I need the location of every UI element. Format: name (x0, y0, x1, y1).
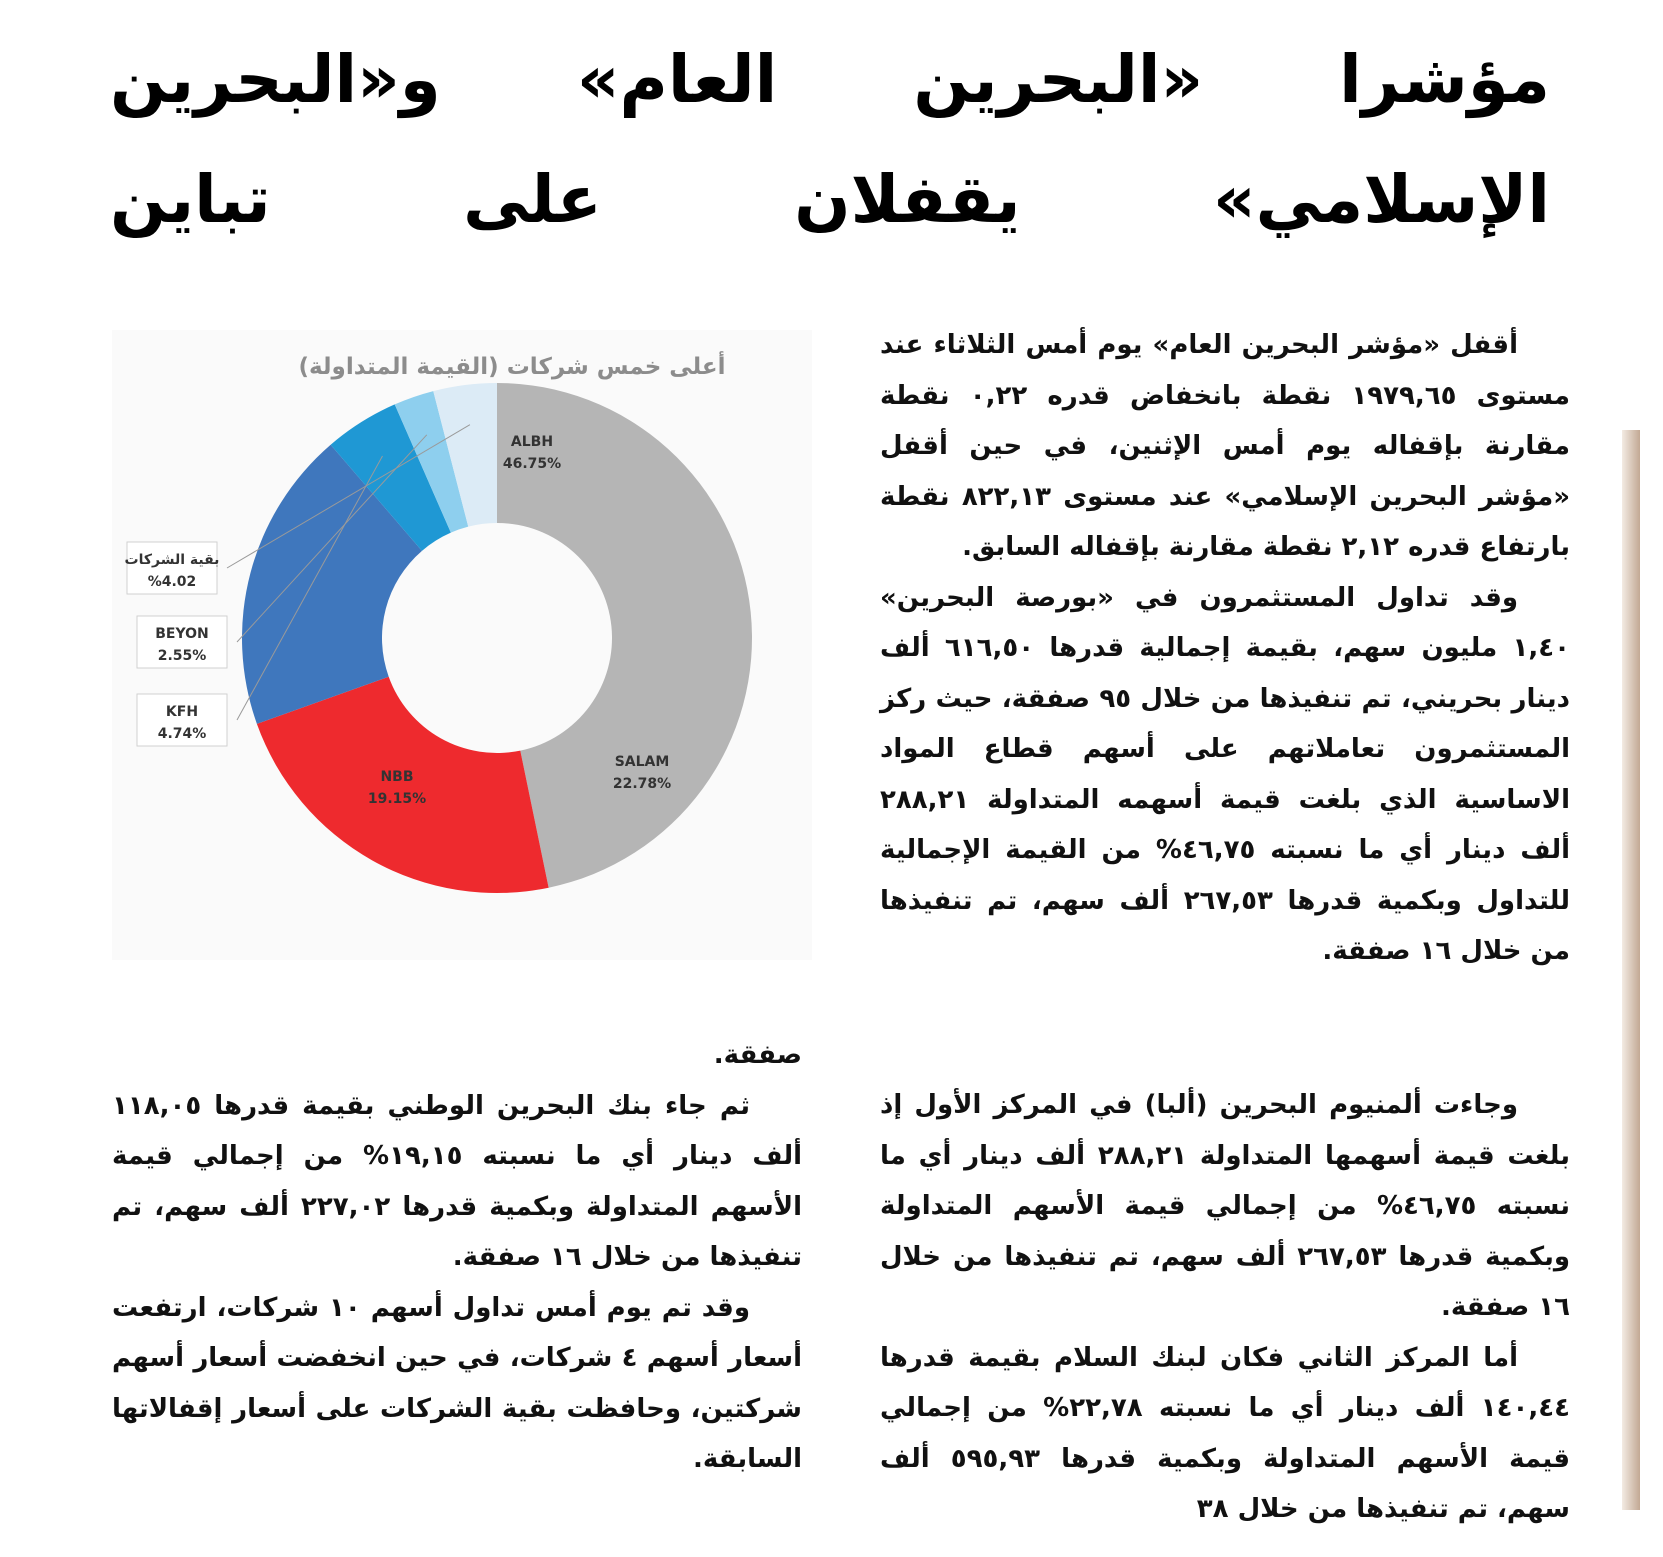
slice-name-BEYON: BEYON (155, 626, 209, 642)
article-column-right-top (880, 320, 1570, 977)
article-column-right-bottom (880, 1080, 1570, 1535)
headline (110, 20, 1550, 260)
slice-percent-بقية الشركات: %4.02 (147, 574, 197, 590)
article-paragraph-5: ثم جاء بنك البحرين الوطني بقيمة قدرها ١١٨,٠٥ ألف دينار أي ما نسبته ١٩,١٥% من إجمالي قيمة الأسهم المتداولة وبكمية قدرها ٢٢٧,٠٢ ألف سهم، تم تنفيذها من خلال ١٦ صفقة. (112, 1090, 802, 1272)
slice-percent-KFH: 4.74% (157, 726, 207, 742)
pie-chart-svg (112, 330, 812, 960)
slices-layer (242, 383, 752, 893)
slice-percent-BEYON: 2.55% (157, 648, 207, 664)
slice-name-NBB: NBB (380, 769, 414, 785)
slice-name-KFH: KFH (165, 704, 199, 720)
slice-percent-SALAM: 22.78% (612, 776, 672, 792)
headline-line-2: الإسلامي» يقفلان على تباين (110, 161, 1550, 238)
chart-title: أعلى خمس شركات (القيمة المتداولة) (298, 354, 726, 380)
slice-percent-NBB: 19.15% (367, 791, 427, 807)
pie-chart (112, 330, 812, 960)
slice-name-ALBH: ALBH (510, 434, 554, 450)
slice-name-بقية الشركات: بقية الشركات (124, 552, 220, 568)
article-paragraph-3: وجاءت ألمنيوم البحرين (ألبا) في المركز الأول إذ بلغت قيمة أسهمها المتداولة ٢٨٨,٢١ ألف دينار أي ما نسبته ٤٦,٧٥% من إجمالي قيمة الأسهم المتداولة وبكمية قدرها ٢٦٧,٥٣ ألف سهم، تم تنفيذها من خلال ١٦ صفقة. (880, 1090, 1571, 1322)
article-paragraph-4-continued: صفقة. (713, 1040, 802, 1070)
slice-name-SALAM: SALAM (614, 754, 670, 770)
article-paragraph-6: وقد تم يوم أمس تداول أسهم ١٠ شركات، ارتفعت أسعار أسهم ٤ شركات، في حين انخفضت أسعار أسهم شركتين، وحافظت بقية الشركات على أسعار إقفالاتها السابقة. (112, 1292, 802, 1474)
article-paragraph-1: أقفل «مؤشر البحرين العام» يوم أمس الثلاثاء عند مستوى ١٩٧٩,٦٥ نقطة بانخفاض قدره ٠,٢٢ نقطة مقارنة بإقفاله يوم أمس الإثنين، في حين أقفل «مؤشر البحرين الإسلامي» عند مستوى ٨٢٢,١٣ نقطة بارتفاع قدره ٢,١٢ نقطة مقارنة بإقفاله السابق. (880, 330, 1570, 562)
article-column-left (112, 1030, 802, 1485)
slice-percent-ALBH: 46.75% (502, 456, 562, 472)
article-paragraph-4: أما المركز الثاني فكان لبنك السلام بقيمة قدرها ١٤٠,٤٤ ألف دينار أي ما نسبته ٢٢,٧٨% من إجمالي قيمة الأسهم المتداولة وبكمية قدرها ٥٩٥,٩٣ ألف سهم، تم تنفيذها من خلال ٣٨ (880, 1342, 1570, 1524)
article-paragraph-2: وقد تداول المستثمرون في «بورصة البحرين» ١,٤٠ مليون سهم، بقيمة إجمالية قدرها ٦١٦,٥٠ ألف دينار بحريني، تم تنفيذها من خلال ٩٥ صفقة، حيث ركز المستثمرون تعاملاتهم على أسهم قطاع المواد الاساسية الذي بلغت قيمة أسهمه المتداولة ٢٨٨,٢١ ألف دينار أي ما نسبته ٤٦,٧٥% من القيمة الإجمالية للتداول وبكمية قدرها ٢٦٧,٥٣ ألف سهم، تم تنفيذها من خلال ١٦ صفقة. (880, 582, 1571, 966)
page-edge-strip (1622, 430, 1640, 1510)
headline-line-1: مؤشرا «البحرين العام» و«البحرين (110, 41, 1550, 118)
